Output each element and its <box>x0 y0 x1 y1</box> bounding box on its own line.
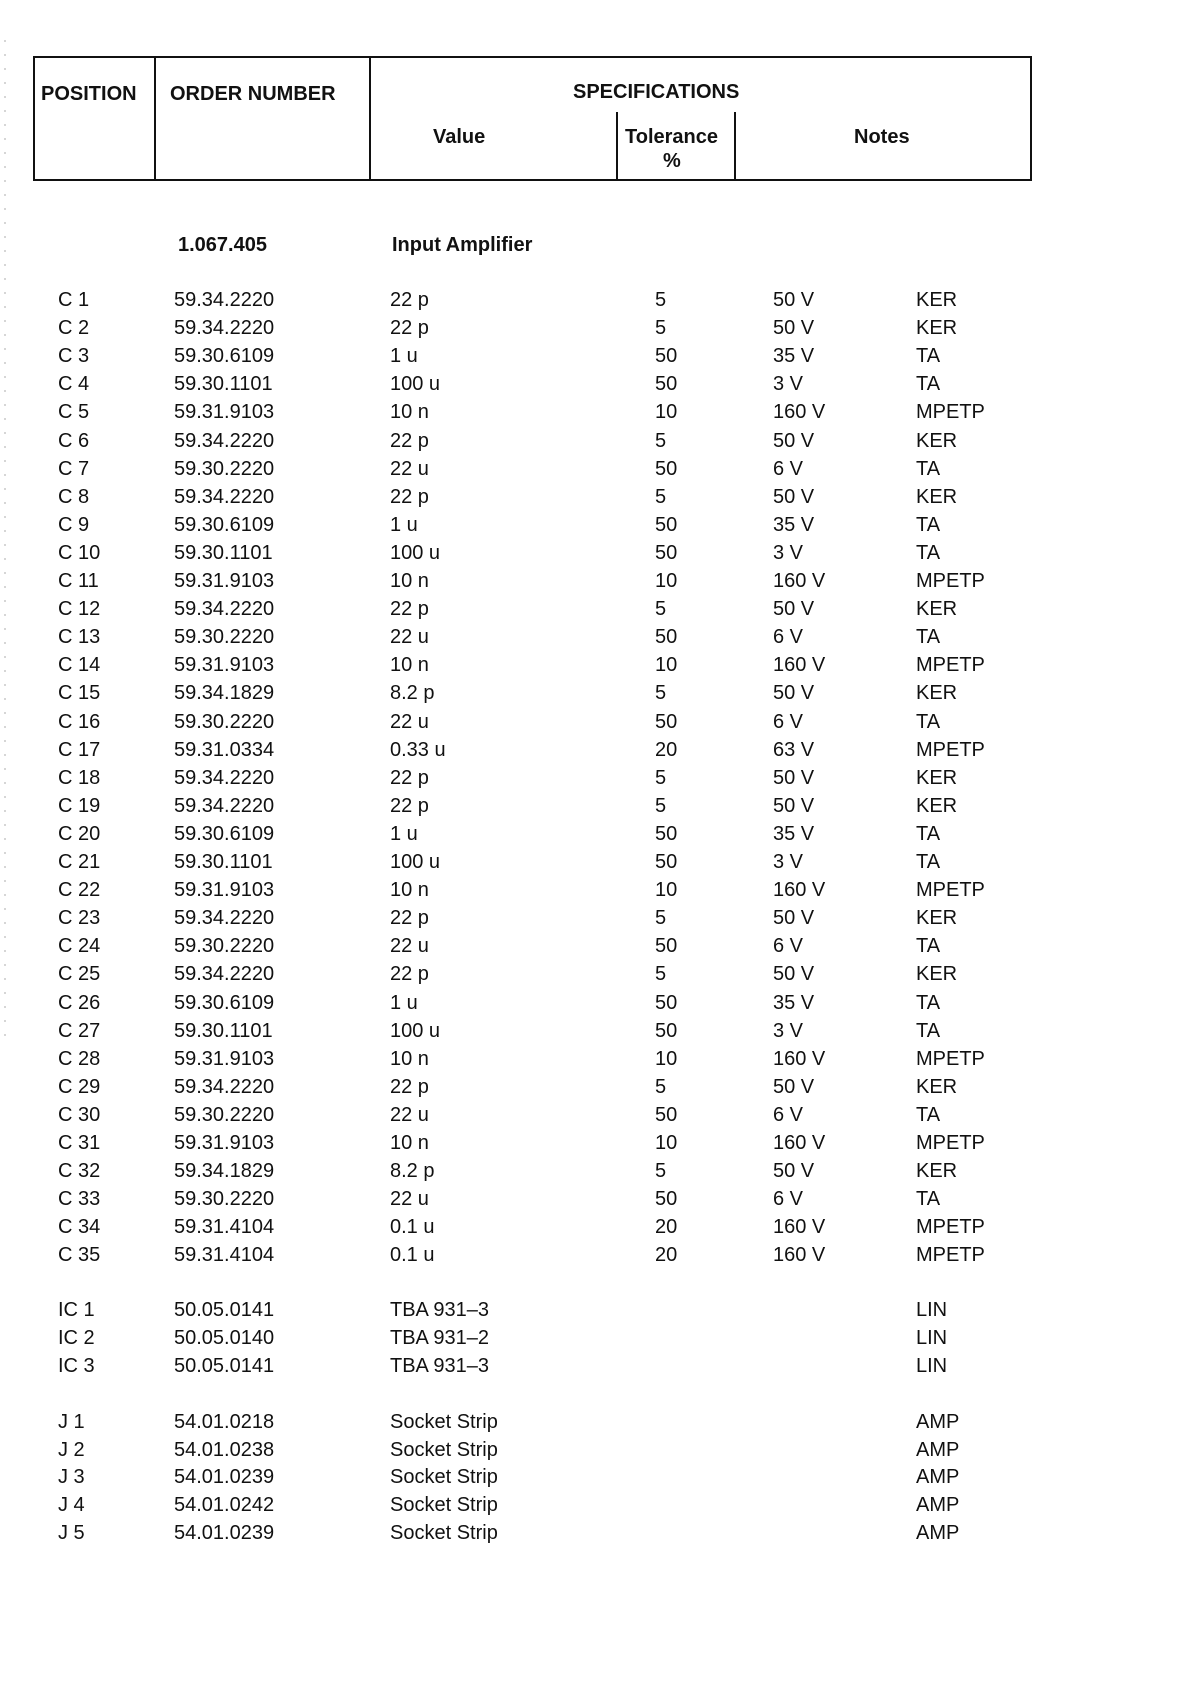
cell-order-number: 59.30.2220 <box>174 626 275 649</box>
section-order-number: 1.067.405 <box>178 234 267 256</box>
cell-position: C 15 <box>58 682 101 705</box>
cell-note: KER <box>916 317 958 340</box>
cell-voltage: 6 V <box>773 710 804 733</box>
header-divider <box>734 112 736 179</box>
cell-position: C 9 <box>58 513 90 536</box>
cell-value: 0.1 u <box>390 1216 435 1239</box>
cell-order-number: 59.30.6109 <box>174 822 275 845</box>
cell-order-number: 59.31.9103 <box>174 1132 275 1154</box>
cell-note: MPETP <box>916 738 985 761</box>
cell-note: TA <box>916 1019 941 1042</box>
cell-order-number: 50.05.0141 <box>174 1355 275 1377</box>
cell-voltage: 6 V <box>773 935 804 958</box>
cell-note: AMP <box>916 1438 960 1461</box>
cell-value: 22 u <box>390 1188 429 1211</box>
cell-value: Socket Strip <box>390 1438 498 1461</box>
table-row <box>0 289 1190 317</box>
table-row <box>0 626 1190 654</box>
cell-tolerance: 5 <box>655 429 667 452</box>
cell-note: KER <box>916 963 958 986</box>
cell-value: 22 p <box>390 1075 429 1098</box>
cell-note: MPETP <box>916 1244 985 1267</box>
cell-position: C 3 <box>58 345 90 368</box>
cell-position: C 22 <box>58 879 101 902</box>
cell-note: TA <box>916 1188 941 1211</box>
table-row <box>0 1104 1190 1132</box>
cell-voltage: 6 V <box>773 457 804 480</box>
cell-order-number: 54.01.0218 <box>174 1411 275 1433</box>
cell-voltage: 50 V <box>773 907 815 930</box>
cell-voltage: 50 V <box>773 963 815 986</box>
cell-tolerance: 5 <box>655 1160 667 1183</box>
cell-voltage: 50 V <box>773 1160 815 1183</box>
cell-order-number: 59.31.9103 <box>174 654 275 677</box>
cell-tolerance: 50 <box>655 710 678 733</box>
table-row <box>0 1494 1190 1522</box>
cell-tolerance: 50 <box>655 1019 678 1042</box>
cell-tolerance: 5 <box>655 485 667 508</box>
cell-tolerance: 50 <box>655 991 678 1014</box>
cell-tolerance: 10 <box>655 1047 678 1070</box>
cell-position: C 4 <box>58 373 90 396</box>
cell-order-number: 59.30.1101 <box>174 541 273 564</box>
cell-value: 22 p <box>390 794 429 817</box>
cell-note: MPETP <box>916 570 985 592</box>
cell-tolerance: 20 <box>655 1244 678 1267</box>
cell-value: Socket Strip <box>390 1521 498 1544</box>
cell-tolerance: 5 <box>655 766 667 789</box>
cell-position: C 23 <box>58 907 101 930</box>
cell-order-number: 59.34.2220 <box>174 1075 275 1098</box>
cell-note: KER <box>916 907 958 930</box>
cell-position: IC 2 <box>58 1327 95 1349</box>
cell-note: TA <box>916 822 941 845</box>
cell-voltage: 50 V <box>773 682 815 705</box>
cell-value: 1 u <box>390 345 418 368</box>
cell-value: 1 u <box>390 822 418 845</box>
table-row <box>0 992 1190 1020</box>
cell-order-number: 59.31.9103 <box>174 1047 275 1070</box>
header-specifications: SPECIFICATIONS <box>573 81 740 103</box>
cell-tolerance: 5 <box>655 963 667 986</box>
header-position: POSITION <box>41 83 137 105</box>
cell-tolerance: 20 <box>655 1216 678 1239</box>
cell-note: KER <box>916 1075 958 1098</box>
cell-value: 10 n <box>390 1132 429 1154</box>
cell-order-number: 59.34.2220 <box>174 598 275 621</box>
cell-order-number: 50.05.0141 <box>174 1299 275 1321</box>
cell-position: C 32 <box>58 1160 101 1183</box>
cell-voltage: 160 V <box>773 1132 826 1154</box>
cell-order-number: 59.34.1829 <box>174 1160 275 1183</box>
cell-order-number: 59.34.2220 <box>174 766 275 789</box>
cell-note: MPETP <box>916 1216 985 1239</box>
cell-order-number: 59.31.9103 <box>174 879 275 902</box>
table-row <box>0 1076 1190 1104</box>
cell-value: 8.2 p <box>390 1160 435 1183</box>
cell-position: C 33 <box>58 1188 101 1211</box>
table-row <box>0 823 1190 851</box>
cell-order-number: 59.34.2220 <box>174 429 275 452</box>
cell-position: J 1 <box>58 1411 85 1433</box>
cell-value: 22 u <box>390 935 429 958</box>
table-header <box>33 56 1032 181</box>
cell-tolerance: 50 <box>655 851 678 873</box>
cell-value: TBA 931–3 <box>390 1355 489 1377</box>
cell-voltage: 50 V <box>773 598 815 621</box>
cell-order-number: 59.30.2220 <box>174 710 275 733</box>
cell-note: TA <box>916 513 941 536</box>
cell-value: 1 u <box>390 513 418 536</box>
cell-order-number: 54.01.0242 <box>174 1494 275 1517</box>
table-row <box>0 1411 1190 1439</box>
cell-order-number: 59.34.2220 <box>174 317 275 340</box>
cell-value: 22 p <box>390 317 429 340</box>
table-row <box>0 1132 1190 1160</box>
cell-voltage: 160 V <box>773 1244 826 1267</box>
cell-position: C 2 <box>58 317 90 340</box>
cell-value: 0.33 u <box>390 738 446 761</box>
table-row <box>0 1466 1190 1494</box>
cell-order-number: 59.34.2220 <box>174 794 275 817</box>
cell-tolerance: 50 <box>655 373 678 396</box>
cell-position: IC 3 <box>58 1355 95 1377</box>
cell-position: C 26 <box>58 991 101 1014</box>
cell-tolerance: 20 <box>655 738 678 761</box>
cell-tolerance: 50 <box>655 457 678 480</box>
table-row <box>0 1299 1190 1327</box>
cell-voltage: 35 V <box>773 345 815 368</box>
cell-value: 22 u <box>390 457 429 480</box>
cell-position: C 20 <box>58 822 101 845</box>
cell-voltage: 160 V <box>773 570 826 592</box>
cell-position: C 27 <box>58 1019 101 1042</box>
table-row <box>0 879 1190 907</box>
cell-value: 8.2 p <box>390 682 435 705</box>
table-row <box>0 1160 1190 1188</box>
cell-position: C 19 <box>58 794 101 817</box>
cell-order-number: 59.34.1829 <box>174 682 275 705</box>
header-divider <box>616 112 618 179</box>
cell-voltage: 3 V <box>773 851 804 873</box>
cell-position: C 25 <box>58 963 101 986</box>
cell-order-number: 59.30.1101 <box>174 1019 273 1042</box>
cell-order-number: 59.31.4104 <box>174 1244 275 1267</box>
cell-voltage: 63 V <box>773 738 815 761</box>
cell-note: TA <box>916 457 941 480</box>
table-row <box>0 739 1190 767</box>
cell-order-number: 59.34.2220 <box>174 907 275 930</box>
cell-order-number: 59.30.2220 <box>174 935 275 958</box>
cell-voltage: 3 V <box>773 1019 804 1042</box>
cell-order-number: 50.05.0140 <box>174 1327 275 1349</box>
cell-position: C 8 <box>58 485 90 508</box>
cell-order-number: 59.31.9103 <box>174 570 275 592</box>
cell-position: C 5 <box>58 401 90 424</box>
cell-order-number: 59.31.9103 <box>174 401 275 424</box>
table-row <box>0 1327 1190 1355</box>
table-row <box>0 514 1190 542</box>
cell-position: C 28 <box>58 1047 101 1070</box>
table-row <box>0 1439 1190 1467</box>
cell-position: J 2 <box>58 1438 85 1461</box>
cell-tolerance: 10 <box>655 401 678 424</box>
table-row <box>0 598 1190 626</box>
cell-value: 100 u <box>390 373 441 396</box>
cell-position: J 3 <box>58 1466 85 1489</box>
cell-value: 10 n <box>390 1047 429 1070</box>
cell-note: LIN <box>916 1299 948 1321</box>
cell-value: 22 u <box>390 1103 429 1126</box>
cell-note: LIN <box>916 1355 948 1377</box>
cell-tolerance: 10 <box>655 654 678 677</box>
table-row <box>0 542 1190 570</box>
header-tolerance: Tolerance <box>625 126 718 148</box>
cell-position: C 1 <box>58 289 90 311</box>
cell-note: TA <box>916 626 941 649</box>
cell-note: TA <box>916 373 941 396</box>
cell-order-number: 59.30.6109 <box>174 345 275 368</box>
cell-voltage: 160 V <box>773 401 826 424</box>
table-row <box>0 1188 1190 1216</box>
table-row <box>0 345 1190 373</box>
cell-value: 0.1 u <box>390 1244 435 1267</box>
cell-value: 22 p <box>390 963 429 986</box>
cell-note: TA <box>916 345 941 368</box>
section-title: Input Amplifier <box>392 234 533 256</box>
cell-position: C 14 <box>58 654 101 677</box>
cell-voltage: 160 V <box>773 654 826 677</box>
cell-value: 22 u <box>390 626 429 649</box>
table-row <box>0 1355 1190 1383</box>
cell-note: TA <box>916 935 941 958</box>
cell-value: 1 u <box>390 991 418 1014</box>
table-row <box>0 963 1190 991</box>
table-row <box>0 1048 1190 1076</box>
cell-order-number: 59.30.6109 <box>174 513 275 536</box>
cell-note: MPETP <box>916 879 985 902</box>
cell-note: MPETP <box>916 1132 985 1154</box>
cell-value: 22 p <box>390 485 429 508</box>
cell-order-number: 54.01.0239 <box>174 1521 275 1544</box>
cell-note: AMP <box>916 1494 960 1517</box>
table-row <box>0 1020 1190 1048</box>
cell-value: 22 p <box>390 907 429 930</box>
cell-tolerance: 5 <box>655 598 667 621</box>
cell-note: AMP <box>916 1466 960 1489</box>
cell-value: 100 u <box>390 541 441 564</box>
cell-order-number: 54.01.0239 <box>174 1466 275 1489</box>
cell-position: C 13 <box>58 626 101 649</box>
cell-position: C 31 <box>58 1132 101 1154</box>
header-value: Value <box>433 126 486 148</box>
cell-voltage: 160 V <box>773 879 826 902</box>
table-row <box>0 851 1190 879</box>
cell-value: 22 u <box>390 710 429 733</box>
table-row <box>0 401 1190 429</box>
cell-tolerance: 50 <box>655 1188 678 1211</box>
cell-value: Socket Strip <box>390 1466 498 1489</box>
cell-voltage: 6 V <box>773 1103 804 1126</box>
cell-voltage: 35 V <box>773 513 815 536</box>
cell-tolerance: 5 <box>655 1075 667 1098</box>
cell-voltage: 50 V <box>773 794 815 817</box>
cell-note: KER <box>916 598 958 621</box>
cell-position: C 12 <box>58 598 101 621</box>
table-row <box>0 654 1190 682</box>
cell-note: TA <box>916 851 941 873</box>
cell-note: MPETP <box>916 654 985 677</box>
cell-tolerance: 50 <box>655 822 678 845</box>
cell-order-number: 59.30.2220 <box>174 1188 275 1211</box>
cell-position: C 10 <box>58 541 101 564</box>
cell-value: TBA 931–3 <box>390 1299 489 1321</box>
header-divider <box>154 58 156 179</box>
table-row <box>0 767 1190 795</box>
table-row <box>0 795 1190 823</box>
cell-value: Socket Strip <box>390 1411 498 1433</box>
table-row <box>0 430 1190 458</box>
cell-value: 22 p <box>390 429 429 452</box>
cell-position: C 17 <box>58 738 101 761</box>
table-row <box>0 1216 1190 1244</box>
cell-value: 10 n <box>390 401 429 424</box>
cell-position: C 24 <box>58 935 101 958</box>
cell-tolerance: 10 <box>655 570 678 592</box>
cell-note: AMP <box>916 1411 960 1433</box>
cell-tolerance: 50 <box>655 935 678 958</box>
cell-voltage: 35 V <box>773 991 815 1014</box>
cell-tolerance: 50 <box>655 513 678 536</box>
cell-note: KER <box>916 289 958 311</box>
cell-order-number: 59.30.1101 <box>174 373 273 396</box>
cell-tolerance: 5 <box>655 682 667 705</box>
cell-value: TBA 931–2 <box>390 1327 489 1349</box>
cell-position: C 16 <box>58 710 101 733</box>
cell-order-number: 59.30.2220 <box>174 1103 275 1126</box>
cell-tolerance: 5 <box>655 317 667 340</box>
table-row <box>0 935 1190 963</box>
cell-note: TA <box>916 541 941 564</box>
table-row <box>0 1522 1190 1550</box>
cell-note: MPETP <box>916 1047 985 1070</box>
cell-position: C 21 <box>58 851 101 873</box>
cell-position: C 11 <box>58 570 99 592</box>
cell-position: C 18 <box>58 766 101 789</box>
cell-note: KER <box>916 429 958 452</box>
cell-note: MPETP <box>916 401 985 424</box>
cell-voltage: 50 V <box>773 317 815 340</box>
cell-value: 10 n <box>390 879 429 902</box>
cell-voltage: 50 V <box>773 766 815 789</box>
cell-order-number: 59.31.4104 <box>174 1216 275 1239</box>
cell-position: C 35 <box>58 1244 101 1267</box>
cell-tolerance: 50 <box>655 1103 678 1126</box>
table-row <box>0 1244 1190 1272</box>
cell-note: KER <box>916 766 958 789</box>
cell-value: 10 n <box>390 570 429 592</box>
cell-note: TA <box>916 991 941 1014</box>
cell-note: KER <box>916 682 958 705</box>
cell-voltage: 50 V <box>773 1075 815 1098</box>
cell-voltage: 3 V <box>773 373 804 396</box>
cell-position: C 29 <box>58 1075 101 1098</box>
cell-order-number: 59.31.0334 <box>174 738 275 761</box>
table-row <box>0 373 1190 401</box>
table-row <box>0 682 1190 710</box>
cell-position: J 4 <box>58 1494 85 1517</box>
table-row <box>0 570 1190 598</box>
cell-note: KER <box>916 485 958 508</box>
cell-note: KER <box>916 794 958 817</box>
cell-value: Socket Strip <box>390 1494 498 1517</box>
cell-position: J 5 <box>58 1521 85 1544</box>
cell-position: C 30 <box>58 1103 101 1126</box>
table-row <box>0 458 1190 486</box>
header-order-number: ORDER NUMBER <box>170 83 336 105</box>
cell-value: 22 p <box>390 766 429 789</box>
cell-voltage: 160 V <box>773 1216 826 1239</box>
header-tolerance-unit: % <box>663 150 681 172</box>
cell-tolerance: 5 <box>655 907 667 930</box>
cell-voltage: 35 V <box>773 822 815 845</box>
table-row <box>0 711 1190 739</box>
cell-value: 22 p <box>390 598 429 621</box>
cell-voltage: 6 V <box>773 1188 804 1211</box>
cell-note: LIN <box>916 1327 948 1349</box>
cell-voltage: 6 V <box>773 626 804 649</box>
table-row <box>0 486 1190 514</box>
header-notes: Notes <box>854 126 910 148</box>
cell-tolerance: 50 <box>655 345 678 368</box>
cell-voltage: 160 V <box>773 1047 826 1070</box>
cell-position: IC 1 <box>58 1299 95 1321</box>
cell-value: 10 n <box>390 654 429 677</box>
cell-order-number: 59.34.2220 <box>174 289 275 311</box>
cell-voltage: 50 V <box>773 429 815 452</box>
table-row <box>0 317 1190 345</box>
cell-value: 100 u <box>390 851 441 873</box>
cell-tolerance: 5 <box>655 794 667 817</box>
cell-voltage: 50 V <box>773 485 815 508</box>
cell-note: TA <box>916 710 941 733</box>
cell-voltage: 3 V <box>773 541 804 564</box>
cell-value: 22 p <box>390 289 429 311</box>
cell-order-number: 59.30.1101 <box>174 851 273 873</box>
cell-note: TA <box>916 1103 941 1126</box>
cell-position: C 7 <box>58 457 90 480</box>
cell-order-number: 59.30.2220 <box>174 457 275 480</box>
cell-tolerance: 50 <box>655 541 678 564</box>
cell-order-number: 54.01.0238 <box>174 1438 275 1461</box>
cell-tolerance: 5 <box>655 289 667 311</box>
cell-order-number: 59.34.2220 <box>174 485 275 508</box>
cell-note: AMP <box>916 1521 960 1544</box>
table-row <box>0 907 1190 935</box>
cell-voltage: 50 V <box>773 289 815 311</box>
cell-value: 100 u <box>390 1019 441 1042</box>
cell-position: C 34 <box>58 1216 101 1239</box>
cell-order-number: 59.30.6109 <box>174 991 275 1014</box>
cell-position: C 6 <box>58 429 90 452</box>
cell-note: KER <box>916 1160 958 1183</box>
cell-tolerance: 10 <box>655 879 678 902</box>
cell-order-number: 59.34.2220 <box>174 963 275 986</box>
header-divider <box>369 58 371 179</box>
cell-tolerance: 10 <box>655 1132 678 1154</box>
cell-tolerance: 50 <box>655 626 678 649</box>
